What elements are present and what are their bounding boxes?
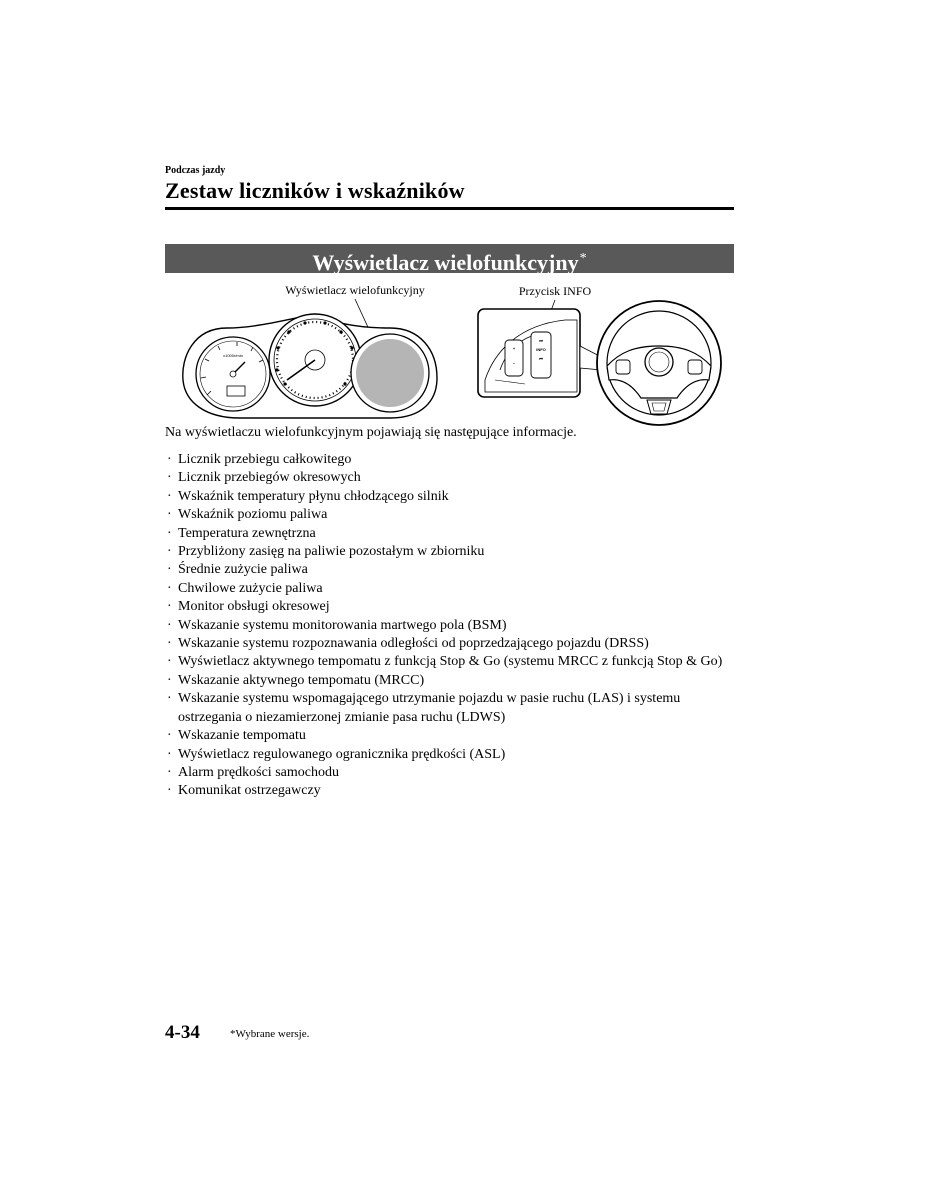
list-item: · Wyświetlacz regulowanego ogranicznika prędkości (ASL): [167, 746, 737, 764]
section-banner: [165, 244, 734, 273]
title-divider: [165, 207, 734, 210]
svg-text:+: +: [512, 346, 516, 351]
banner-footnote-marker: *: [579, 251, 587, 266]
svg-text:INFO: INFO: [536, 347, 546, 352]
steering-wheel-illustration: [597, 301, 721, 425]
list-item: · Wskaźnik temperatury płynu chłodzącego silnik: [167, 488, 737, 506]
list-item: · Wskazanie tempomatu: [167, 727, 737, 745]
page-number: 4-34: [165, 1022, 200, 1043]
banner-title: Wyświetlacz wielofunkcyjny: [312, 250, 579, 275]
info-list: [167, 451, 737, 801]
label-info-button: Przycisk INFO: [518, 284, 592, 298]
speedometer-gauge: [269, 314, 361, 406]
list-item: · Przybliżony zasięg na paliwie pozostałym w zbiorniku: [167, 543, 737, 561]
svg-text:−: −: [512, 361, 516, 366]
list-item: · Monitor obsługi okresowej: [167, 598, 737, 616]
instrument-cluster-illustration: [183, 314, 437, 418]
tachometer-gauge: [196, 337, 270, 411]
svg-text:⏭: ⏭: [539, 338, 543, 343]
intro-text: Na wyświetlaczu wielofunkcyjnym pojawiają się następujące informacje.: [165, 425, 577, 440]
section-label: Podczas jazdy: [165, 165, 226, 176]
svg-text:x1000r/min: x1000r/min: [223, 353, 243, 358]
list-item: · Temperatura zewnętrzna: [167, 525, 737, 543]
list-item: · Wskazanie systemu monitorowania martwego pola (BSM): [167, 617, 737, 635]
list-item: · Wskazanie systemu wspomagającego utrzymanie pojazdu w pasie ruchu (LAS) i systemu ostrzegania o niezamierzonej zmianie pasa ruchu (LDWS): [167, 690, 737, 727]
label-multi-display: Wyświetlacz wielofunkcyjny: [285, 283, 425, 297]
steering-switch-closeup: [478, 309, 580, 397]
instrument-cluster-figure: [165, 280, 734, 428]
footnote: *Wybrane wersje.: [230, 1028, 310, 1040]
list-item: · Wskaźnik poziomu paliwa: [167, 506, 737, 524]
svg-text:⏮: ⏮: [539, 356, 543, 361]
multi-information-display: [351, 334, 429, 412]
list-item: · Chwilowe zużycie paliwa: [167, 580, 737, 598]
list-item: · Wskazanie aktywnego tempomatu (MRCC): [167, 672, 737, 690]
list-item: · Wskazanie systemu rozpoznawania odległości od poprzedzającego pojazdu (DRSS): [167, 635, 737, 653]
list-item: · Alarm prędkości samochodu: [167, 764, 737, 782]
list-item: · Średnie zużycie paliwa: [167, 561, 737, 579]
page-title: Zestaw liczników i wskaźników: [165, 178, 465, 203]
list-item: · Licznik przebiegów okresowych: [167, 469, 737, 487]
list-item: · Komunikat ostrzegawczy: [167, 782, 737, 800]
list-item: · Wyświetlacz aktywnego tempomatu z funkcją Stop & Go (systemu MRCC z funkcją Stop & Go): [167, 653, 737, 671]
list-item: · Licznik przebiegu całkowitego: [167, 451, 737, 469]
